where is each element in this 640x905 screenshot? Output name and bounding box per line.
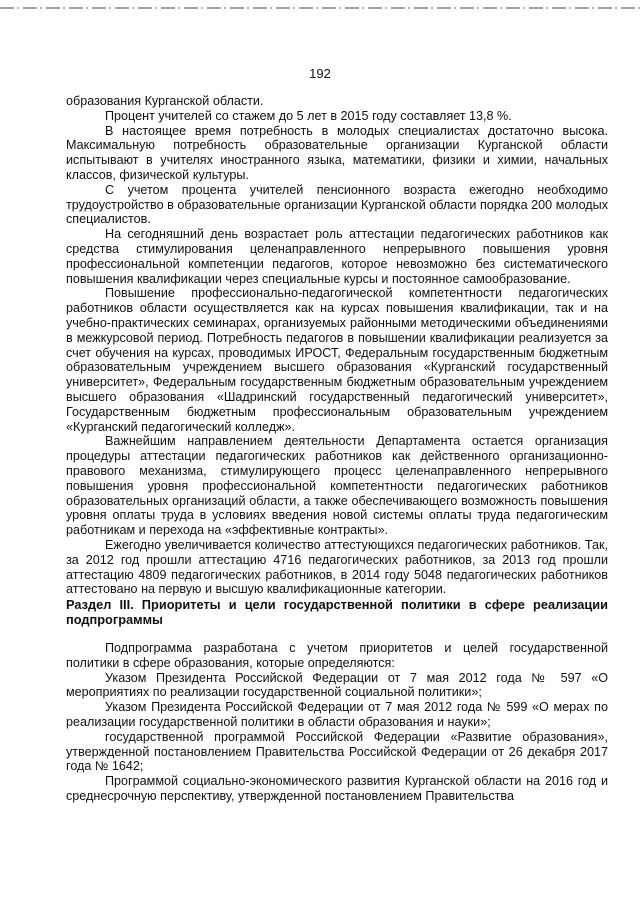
section-heading: Раздел III. Приоритеты и цели государственной политики в сфере реализации подпрограммы — [66, 597, 608, 628]
paragraph: Указом Президента Российской Федерации от 7 мая 2012 года № 597 «О мероприятиях по реализации государственной социальной политики»; — [66, 670, 608, 700]
paragraph: Программой социально-экономического развития Курганской области на 2016 год и среднесрочную перспективу, утвержденной постановлением Правительства — [66, 774, 608, 804]
paragraph: Ежегодно увеличивается количество аттестующихся педагогических работников. Так, за 2012 год прошли аттестацию 4716 педагогических работников, за 2013 год прошли аттестацию 4809 педагогических работников, в 2014 году 5048 педагогических работников аттестовано на первую и высшую квалификационные категории. — [66, 537, 608, 597]
paragraph: Процент учителей со стажем до 5 лет в 2015 году составляет 13,8 %. — [105, 108, 512, 123]
paragraph: Повышение профессионально-педагогической компетентности педагогических работников области осуществляется как на курсах повышения квалификации, так и на учебно-практических семинарах, организуемых районными методическими объединениями в межкурсовой период. Потребность педагогов в повышении квалификации реализуется за счет обучения на курсах, проводимых ИРОСТ, Федеральным государственным бюджетным образовательным учреждением высшего образования «Курганский государственный университет», Федеральным государственным бюджетным образовательным учреждением высшего образования «Шадринский государственный педагогический университет», Государственным бюджетным профессиональным образовательным учреждением «Курганский педагогический колледж». — [66, 286, 608, 434]
paragraph: Важнейшим направлением деятельности Департамента остается организация процедуры аттестации педагогических работников как действенного организационно-правового механизма, стимулирующего процесс целенаправленного непрерывного повышения уровня профессиональной компетентности педагогических работников образовательных организаций области, а также обеспечивающего возможность повышения уровня оплаты труда в условиях введения новой системы оплаты труда педагогическим работникам и перехода на «эффективные контракты». — [66, 434, 608, 538]
paragraph: Подпрограмма разработана с учетом приоритетов и целей государственной политики в сфере образования, которые определяются: — [66, 641, 608, 670]
paragraph: Указом Президента Российской Федерации от 7 мая 2012 года № 599 «О мерах по реализации государственной политики в области образования и науки»; — [66, 700, 608, 730]
paragraph-continuation: образования Курганской области. — [66, 94, 264, 108]
paragraph: С учетом процента учителей пенсионного возраста ежегодно необходимо трудоустройство в образовательные организации Курганской области порядка 200 молодых специалистов. — [66, 182, 608, 227]
page-number: 192 — [309, 66, 331, 81]
paragraph: На сегодняшний день возрастает роль аттестации педагогических работников как средства стимулирования целенаправленного непрерывного повышения уровня профессиональной компетенции педагогов, которое невозможно без систематического повышения квалификации через специальные курсы и постоянное самообразование. — [66, 227, 608, 286]
document-body — [66, 94, 608, 804]
paragraph: В настоящее время потребность в молодых специалистах достаточно высока. Максимальную потребность образовательные организации Курганской области испытывают в учителях иностранного языка, математики, физики и химии, начальных классов, физической культуры. — [66, 123, 608, 182]
paragraph: государственной программой Российской Федерации «Развитие образования», утвержденной постановлением Правительства Российской Федерации от 26 декабря 2017 года № 1642; — [66, 729, 608, 774]
scan-artifact-line — [0, 7, 640, 9]
